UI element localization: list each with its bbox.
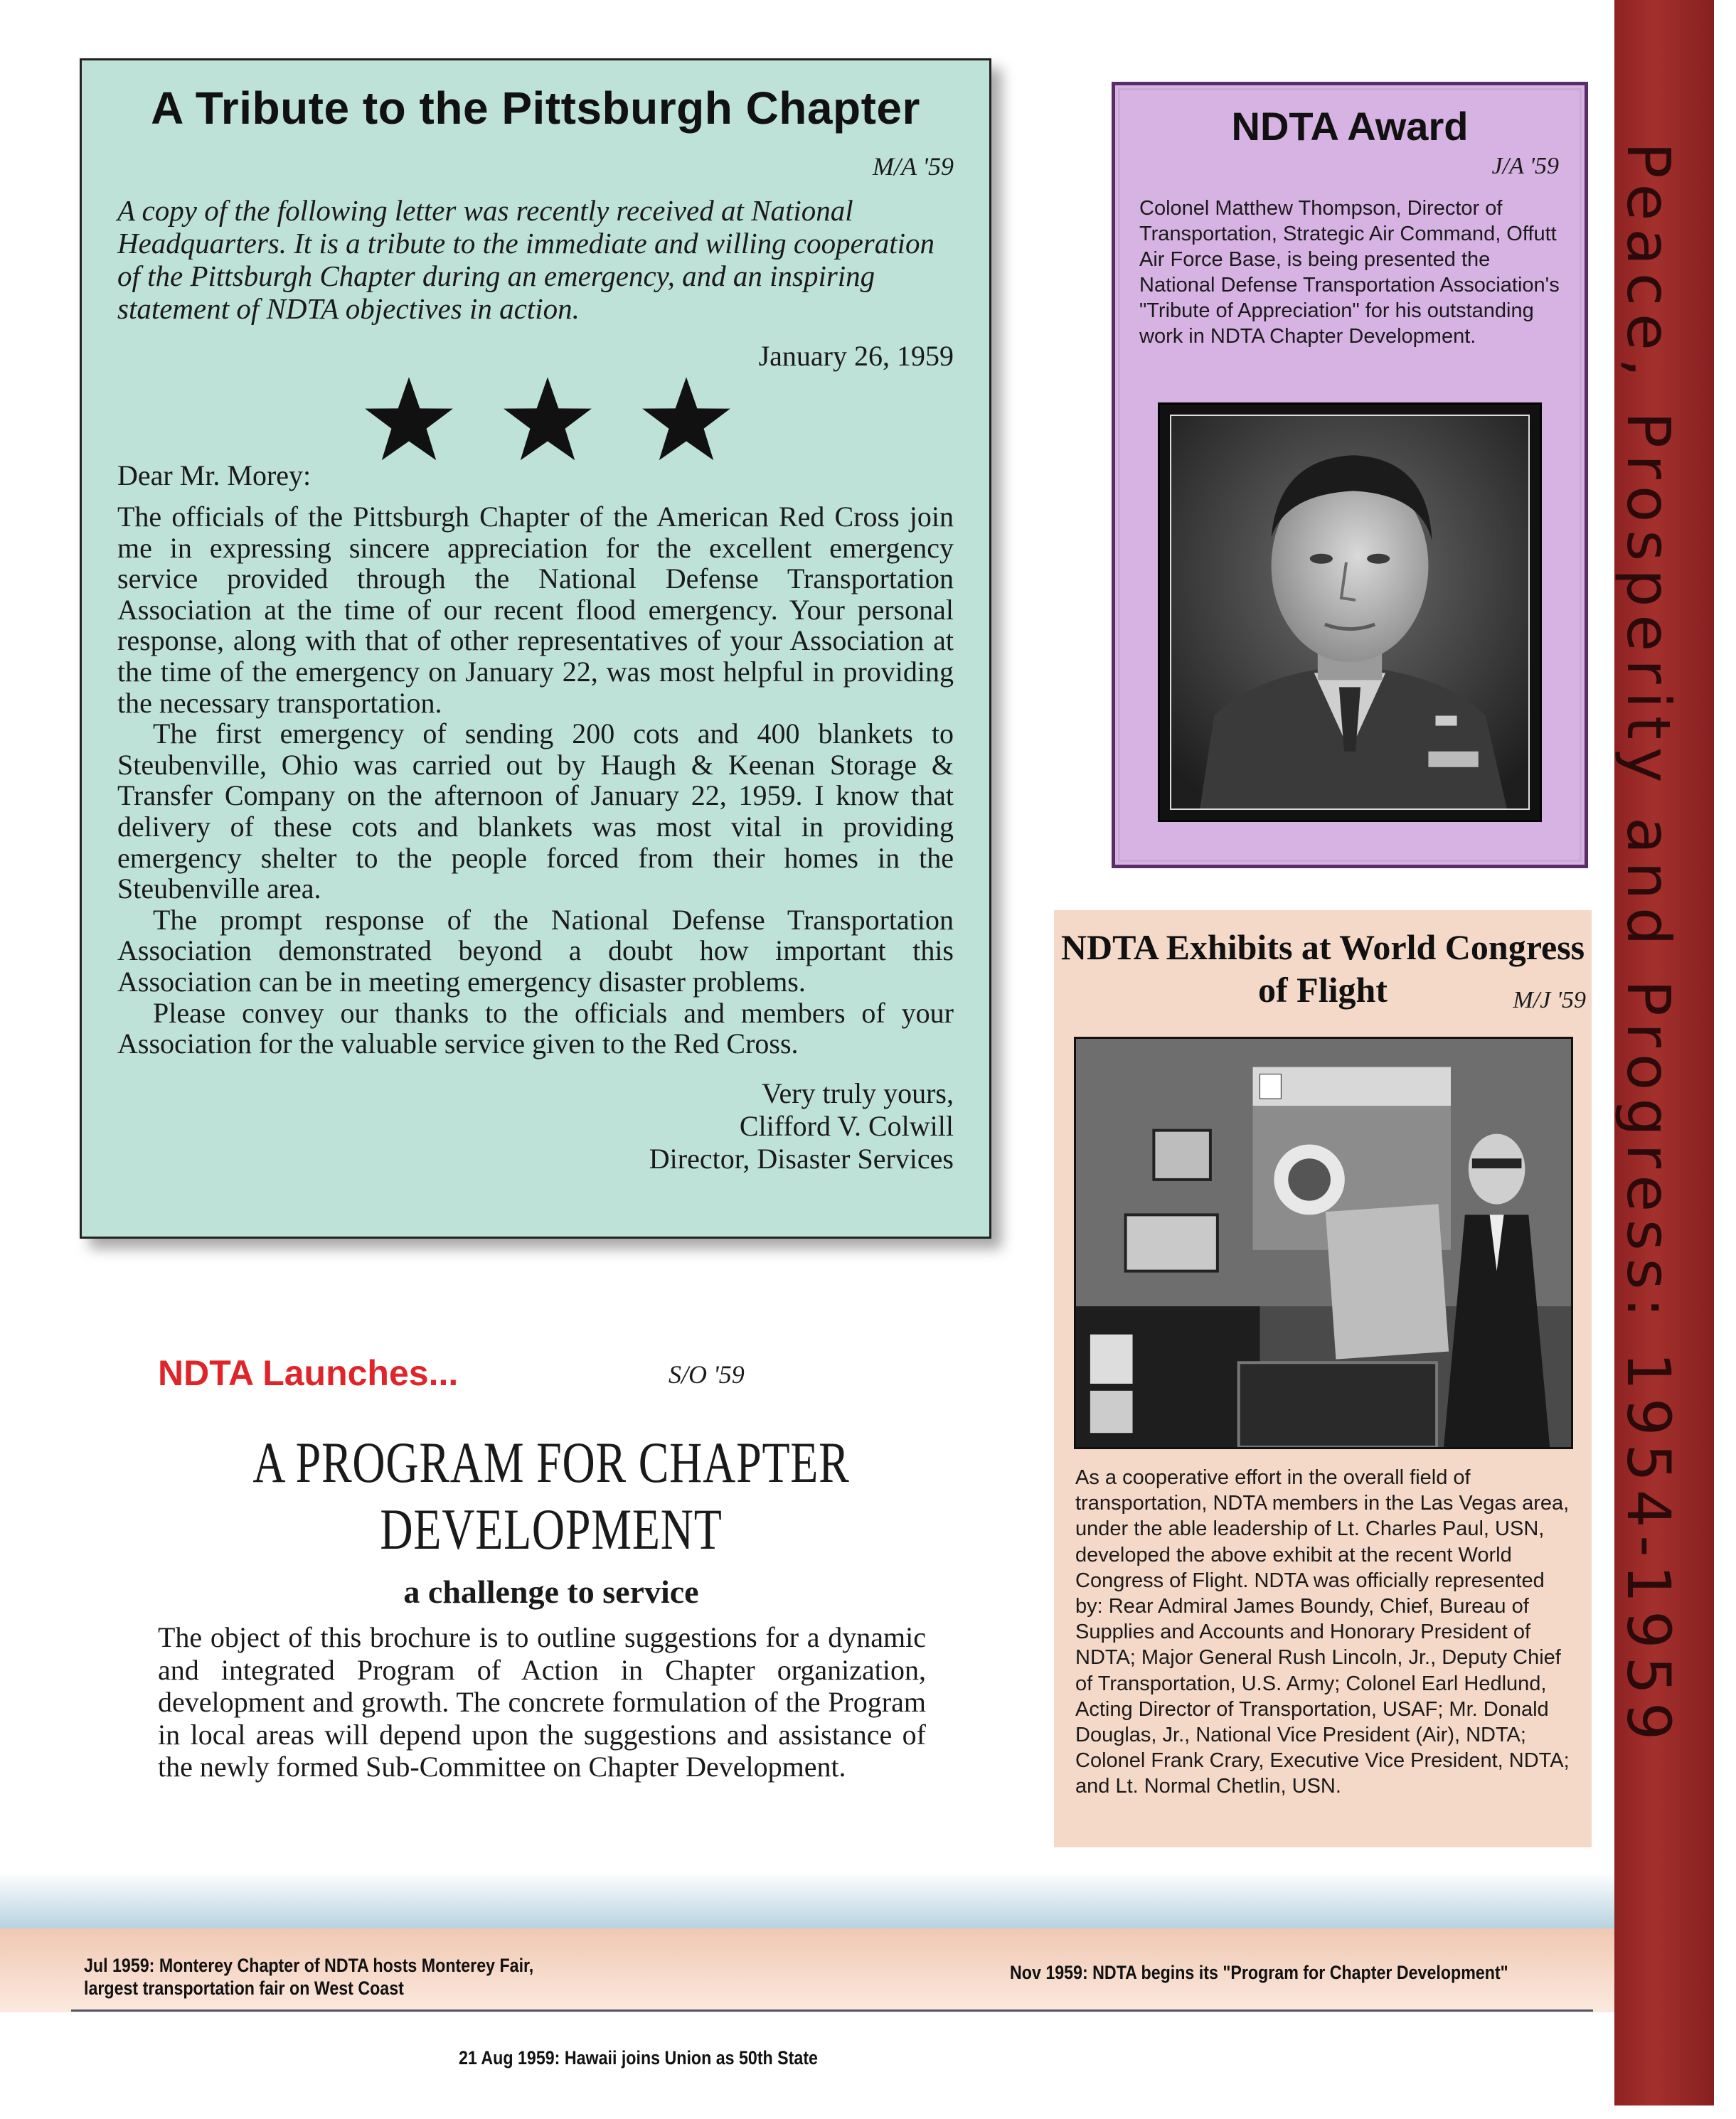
exhibits-issue: M/J '59 (1513, 987, 1586, 1013)
timeline-rule (71, 2009, 1593, 2012)
launch-issue: S/O '59 (669, 1360, 745, 1389)
timeline-item-nov-1959: Nov 1959: NDTA begins its "Program for Chapter Development" (1010, 1962, 1508, 1983)
exhibits-title: NDTA Exhibits at World Congress of Flight (1060, 927, 1585, 1010)
award-box (1112, 82, 1588, 868)
letter-paragraph: Please convey our thanks to the officials and members of your Association for the valuable service given to the Red Cross. (117, 996, 954, 1060)
program-title (233, 1429, 870, 1563)
letter-salutation: Dear Mr. Morey: (117, 459, 311, 491)
letter-signoff (649, 1077, 954, 1175)
launch-label: NDTA Launches... (158, 1353, 459, 1393)
tribute-title: A Tribute to the Pittsburgh Chapter (151, 82, 920, 134)
timeline-item-line: Jul 1959: Monterey Chapter of NDTA hosts Monterey Fair, (84, 1955, 534, 1976)
letter-paragraph: The prompt response of the National Defense Transportation Association demonstrated beyond a doubt how important this Association can be in meeting emergency disaster problems. (117, 903, 954, 998)
side-band-title: Peace, Prosperity and Progress: 1954-1959 (1614, 142, 1683, 1749)
letter-signer-title: Director, Disaster Services (649, 1143, 954, 1175)
exhibit-photo (1074, 1037, 1573, 1449)
program-body: The object of this brochure is to outline suggestions for a dynamic and integrated Program of Action in Chapter organization, development and growth. The concrete formulation of the Program in local areas will depend upon the suggestions and assistance of the newly formed Sub-Committee on Chapter Development. (158, 1621, 926, 1783)
award-issue: J/A '59 (1491, 153, 1559, 179)
star-icon (363, 373, 455, 466)
timeline-item-line: largest transportation fair on West Coast (84, 1977, 404, 1999)
letter-closing: Very truly yours, (762, 1077, 954, 1109)
letter-date: January 26, 1959 (758, 340, 954, 372)
program-subtitle: a challenge to service (403, 1574, 699, 1610)
tribute-intro: A copy of the following letter was recently received at National Headquarters. It is a tribute to the immediate and willing cooperation of the Pittsburgh Chapter during an emergency, and an inspiring statement of NDTA objectives in action. (117, 194, 935, 325)
award-text: Colonel Matthew Thompson, Director of Transportation, Strategic Air Command, Offutt Air Force Base, is being presented the National Defense Transportation Association's "Tribute of Appreciation" for his outstanding work in NDTA Chapter Development. (1139, 197, 1560, 348)
program-title-line1: A PROGRAM FOR CHAPTER (252, 1430, 850, 1495)
letter-paragraph: The first emergency of sending 200 cots and 400 blankets to Steubenville, Ohio was carried out by Haugh & Keenan Storage & Transfer Company on the afternoon of January 22, 1959. I know that delivery of these cots and blankets was most vital in providing emergency shelter to the people forced from their homes in the Steubenville area. (117, 717, 954, 905)
star-icon (501, 373, 594, 466)
letter-signer: Clifford V. Colwill (739, 1110, 954, 1142)
star-icon (640, 373, 733, 466)
timeline-item-jul-1959 (84, 1954, 533, 2000)
tribute-box (80, 58, 991, 1239)
letter-body (117, 501, 954, 1060)
portrait-photo (1158, 402, 1542, 822)
program-title-line2: DEVELOPMENT (380, 1497, 723, 1562)
exhibits-box (1054, 910, 1592, 1847)
star-divider (363, 373, 733, 466)
timeline-item-aug-1959: 21 Aug 1959: Hawaii joins Union as 50th State (459, 2047, 818, 2069)
exhibit-illustration (1076, 1039, 1571, 1447)
award-title: NDTA Award (1231, 104, 1469, 149)
letter-paragraph: The officials of the Pittsburgh Chapter of the American Red Cross join me in expressing sincere appreciation for the excellent emergency service provided through the National Defense Transportation Association at the time of our recent flood emergency. Your personal response, along with that of other representatives of your Association at the time of the emergency on January 22, was most helpful in providing the necessary transportation. (117, 501, 954, 719)
portrait-illustration (1171, 416, 1528, 808)
timeline-sky (0, 1872, 1614, 1928)
tribute-issue: M/A '59 (872, 152, 954, 181)
exhibits-caption: As a cooperative effort in the overall field of transportation, NDTA members in the Las Vegas area, under the able leadership of Lt. Charles Paul, USN, developed the above exhibit at the recent World Congress of Flight. NDTA was officially represented by: Rear Admiral James Boundy, Chief, Bureau of Supplies and Accounts and Honorary President of NDTA; Major General Rush Lincoln, Jr., Deputy Chief of Transportation, U.S. Army; Colonel Earl Hedlund, Acting Director of Transportation, USAF; Mr. Donald Douglas, Jr., National Vice President (Air), NDTA; Colonel Frank Crary, Executive Vice President, NDTA; and Lt. Normal Chetlin, USN. (1075, 1466, 1570, 1798)
